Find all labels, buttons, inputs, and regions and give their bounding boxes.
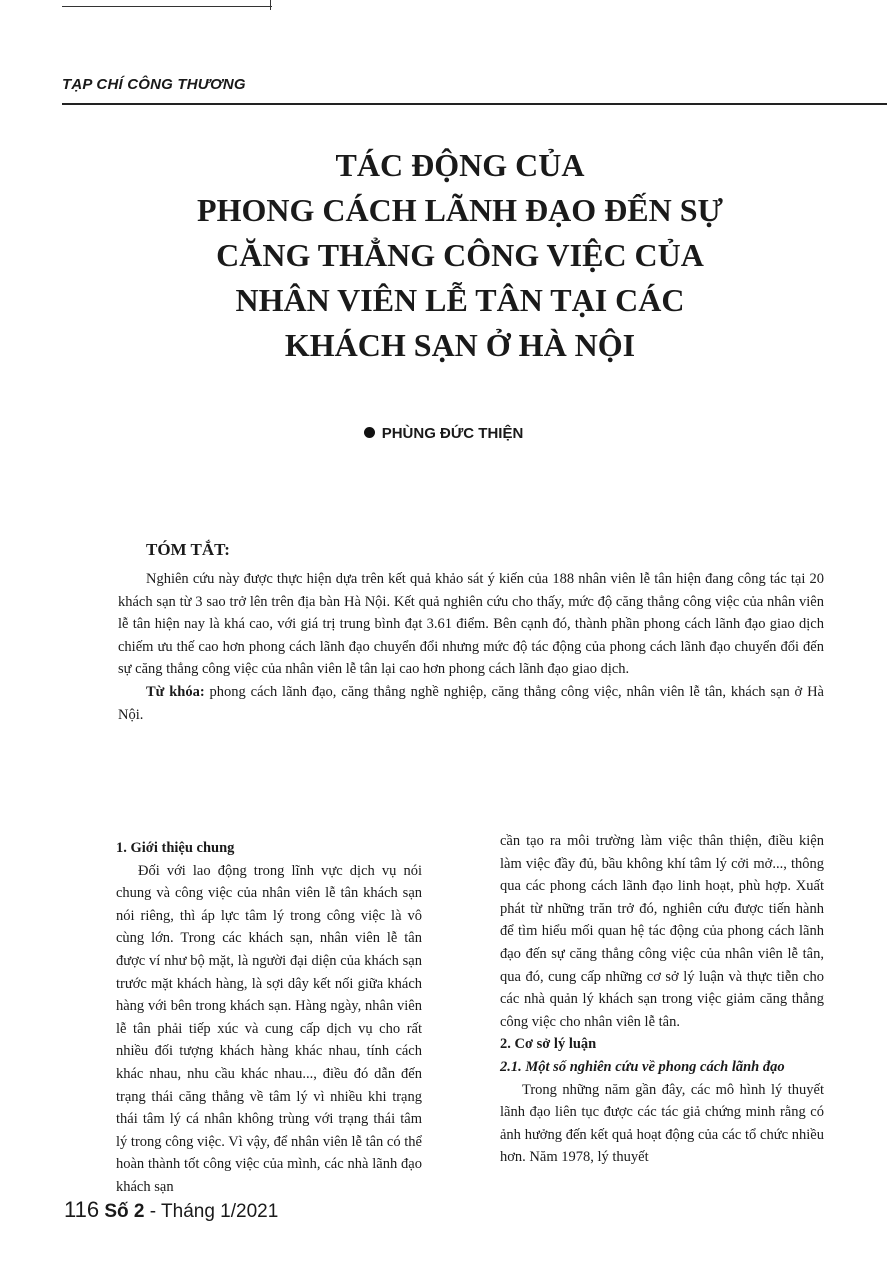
keywords-paragraph xyxy=(118,681,824,726)
left-column xyxy=(116,837,422,1199)
page-number: 116 xyxy=(64,1197,100,1222)
title-line: KHÁCH SẠN Ở HÀ NỘI xyxy=(284,327,636,363)
section21-heading: 2.1. Một số nghiên cứu về phong cách lãnh đạo xyxy=(500,1058,785,1075)
issue-date: - Tháng 1/2021 xyxy=(144,1201,279,1222)
right-column xyxy=(500,830,824,1169)
title-line: TÁC ĐỘNG CỦA xyxy=(335,147,585,183)
title-line: PHONG CÁCH LÃNH ĐẠO ĐẾN SỰ xyxy=(197,192,723,228)
section1-paragraph: Đối với lao động trong lĩnh vực dịch vụ nói chung và công việc của nhân viên lễ tân khách sạn nói riêng, thì áp lực tâm lý trong công việc là vô cùng lớn. Trong các khách sạn, nhân viên lễ tân được ví như bộ mặt, là người đại diện của khách sạn trước mặt khách hàng, là sợi dây kết nối giữa khách hàng với bên trong khách sạn. Hàng ngày, nhân viên lễ tân phải tiếp xúc và cung cấp dịch vụ cho rất nhiều đối tượng khách hàng khác nhau, tính cách khác nhau, nhu cầu khác nhau..., điều đó dẫn đến trạng thái căng thẳng về tâm lý vì nhiều khi trạng thái tâm lý cá nhân không trùng với trạng thái tâm lý trong công việc. Vì vậy, để nhân viên lễ tân có thể hoàn thành tốt công việc của mình, các nhà lãnh đạo khách sạn xyxy=(116,862,422,1195)
header-rule xyxy=(62,103,887,105)
author-line xyxy=(0,425,887,442)
section2-heading: 2. Cơ sở lý luận xyxy=(500,1036,597,1053)
abstract-heading: TÓM TẮT: xyxy=(146,540,230,559)
abstract xyxy=(118,568,824,726)
journal-name: TẠP CHÍ CÔNG THƯƠNG xyxy=(62,76,246,93)
top-decorative-tick xyxy=(270,0,271,10)
issue-number: Số 2 xyxy=(104,1201,145,1222)
author-name: PHÙNG ĐỨC THIỆN xyxy=(381,425,524,442)
bullet-icon xyxy=(364,427,375,438)
abstract-text: Nghiên cứu này được thực hiện dựa trên kết quả khảo sát ý kiến của 188 nhân viên lễ tân hiện đang công tác tại 20 khách sạn từ 3 sao trở lên trên địa bàn Hà Nội. Kết quả nghiên cứu cho thấy, mức độ căng thẳng công việc của nhân viên lễ tân hiện nay là khá cao, với giá trị trung bình đạt 3.61 điểm. Bên cạnh đó, thành phần phong cách lãnh đạo giao dịch chiếm ưu thế cao hơn phong cách lãnh đạo chuyển đổi nhưng mức độ tác động của phong cách lãnh đạo chuyển đổi đến sự căng thẳng công việc của nhân viên lễ tân lại cao hơn phong cách lãnh đạo giao dịch. xyxy=(118,571,824,678)
continuation-paragraph: cần tạo ra môi trường làm việc thân thiện, điều kiện làm việc đầy đủ, bầu không khí tâm lý cởi mở..., thông qua các phong cách lãnh đạo linh hoạt, phù hợp. Xuất phát từ những trăn trở đó, nghiên cứu được tiến hành để tìm hiểu mối quan hệ tác động của phong cách lãnh đạo đến sự căng thẳng công việc của nhân viên lễ tân, qua đó, cung cấp những cơ sở lý luận và thực tiễn cho các nhà quản lý khách sạn trong việc giảm căng thẳng công việc cho nhân viên lễ tân. xyxy=(500,833,824,1030)
title-line: CĂNG THẲNG CÔNG VIỆC CỦA xyxy=(216,237,704,273)
title-line: NHÂN VIÊN LỄ TÂN TẠI CÁC xyxy=(235,282,685,318)
top-decorative-rule xyxy=(62,6,272,7)
section21-paragraph: Trong những năm gần đây, các mô hình lý thuyết lãnh đạo liên tục được các tác giả chứng minh rằng có ảnh hưởng đến kết quả hoạt động của các tổ chức nhiều hơn. Năm 1978, lý thuyết xyxy=(500,1081,824,1166)
keywords-text: phong cách lãnh đạo, căng thẳng nghề nghiệp, căng thẳng công việc, nhân viên lễ tân, khách sạn ở Hà Nội. xyxy=(118,683,824,723)
page-footer xyxy=(64,1197,278,1223)
article-title xyxy=(60,143,860,368)
section1-heading: 1. Giới thiệu chung xyxy=(116,840,235,856)
keywords-label: Từ khóa: xyxy=(146,683,205,700)
